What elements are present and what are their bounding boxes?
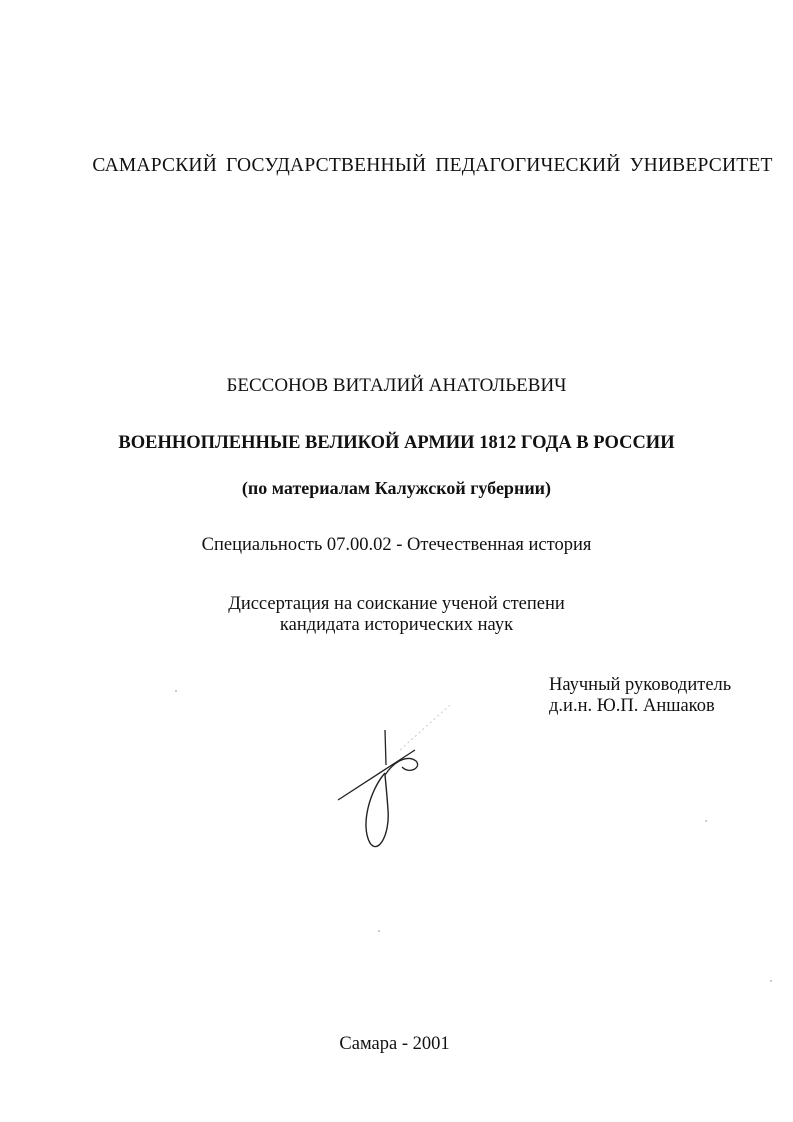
city-year: Самара - 2001 [339,1034,450,1054]
author-name: БЕССОНОВ ВИТАЛИЙ АНАТОЛЬЕВИЧ [226,375,567,396]
handwritten-signature-icon [330,705,450,855]
degree-statement-line1: Диссертация на соискание ученой степени [228,594,565,614]
scan-speck [175,690,177,692]
supervisor-name: д.и.н. Ю.П. Аншаков [549,696,715,716]
dissertation-title: ВОЕННОПЛЕННЫЕ ВЕЛИКОЙ АРМИИ 1812 ГОДА В РОССИИ [118,433,675,453]
degree-statement-line2: кандидата исторических наук [279,615,514,635]
specialty-line: Специальность 07.00.02 - Отечественная история [201,535,592,555]
university-name: САМАРСКИЙ ГОСУДАРСТВЕННЫЙ ПЕДАГОГИЧЕСКИЙ УНИВЕРСИТЕТ [92,155,773,176]
scan-speck [378,930,380,932]
scan-speck [770,980,772,982]
supervisor-block [549,675,731,717]
supervisor-role: Научный руководитель [549,675,732,695]
dissertation-subtitle: (по материалам Калужской губернии) [241,478,552,498]
scan-speck [705,820,707,822]
